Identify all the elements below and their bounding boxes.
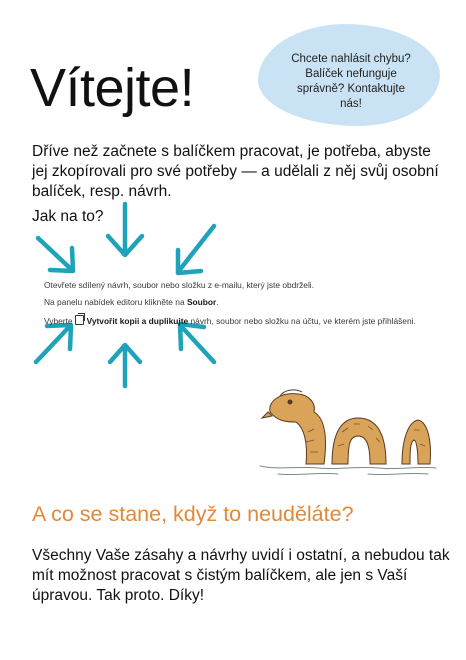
step-1-text: Otevřete sdílený návrh, soubor nebo složku z e-mailu, který jste obdrželi.	[44, 280, 314, 290]
arrow-bottom-left-icon	[36, 325, 71, 362]
sea-serpent-illustration	[258, 382, 438, 482]
arrow-bottom-icon	[110, 345, 140, 386]
step-2-bold: Soubor	[186, 297, 217, 307]
step-2	[44, 297, 219, 308]
step-3-prefix: Vyberte	[44, 316, 73, 326]
step-1	[44, 280, 314, 291]
page-title: Vítejte!	[30, 58, 195, 118]
step-3	[44, 315, 416, 327]
step-3-bold: Vytvořit kopii a duplikujte	[86, 316, 189, 326]
bubble-text: Chcete nahlásit chybu? Balíček nefunguje správně? Kontaktujte nás!	[291, 53, 411, 110]
subheading: A co se stane, když to neuděláte?	[32, 502, 354, 526]
intro-paragraph: Dříve než začnete s balíčkem pracovat, je potřeba, abyste jej zkopírovali pro své potřeby — a udělali z něj svůj osobní balíček, resp. návrh.	[32, 143, 439, 200]
arrow-top-icon	[108, 204, 142, 255]
arrow-top-right-icon	[178, 226, 214, 273]
outro-paragraph: Všechny Vaše zásahy a návrhy uvidí i ostatní, a nebudou tak mít možnost pracovat s čistým balíčkem, ale jen s Vaší úpravou. Tak proto. Díky!	[32, 547, 450, 604]
arrow-bottom-right-icon	[180, 324, 214, 362]
step-3-suffix: návrh, soubor nebo složku na účtu, ve kterém jste přihlášeni.	[190, 316, 416, 326]
arrow-top-left-icon	[38, 238, 73, 271]
howto-label: Jak na to?	[32, 208, 104, 225]
copy-icon	[75, 315, 84, 325]
step-2-suffix: .	[216, 297, 219, 307]
step-2-text: Na panelu nabídek editoru klikněte na	[44, 297, 185, 307]
